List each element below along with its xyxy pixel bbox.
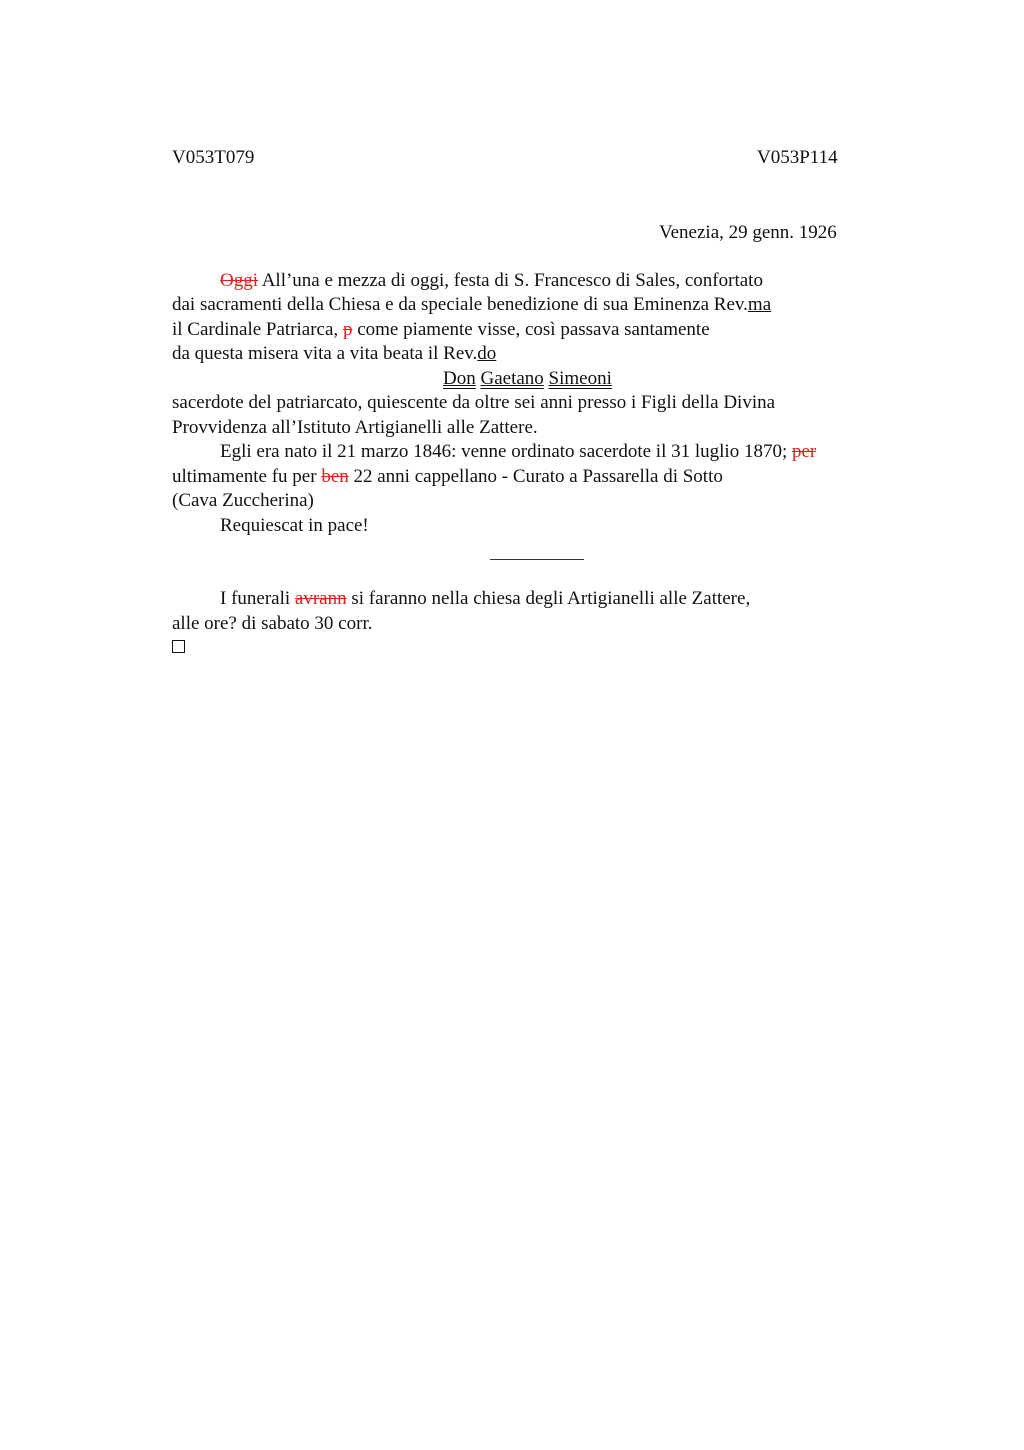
text-span: 22 anni cappellano - Curato a Passarella di Sotto	[348, 466, 723, 487]
text-span: I funerali	[220, 588, 295, 609]
text-span: dai sacramenti della Chiesa e da speciale benedizione di sua Eminenza Rev.	[172, 294, 748, 315]
paragraph-1-line-3	[172, 318, 710, 342]
deleted-word: Oggi	[220, 270, 258, 291]
deleted-word: ben	[321, 466, 349, 487]
name-first: Don	[443, 368, 476, 389]
paragraph-1-line-2	[172, 293, 771, 317]
deleted-word: p	[342, 319, 353, 340]
abbrev-superscript: do	[477, 343, 497, 364]
paragraph-1-line-4	[172, 342, 496, 366]
text-span: Egli era nato il 21 marzo 1846: venne ordinato sacerdote il 31 luglio 1870;	[220, 441, 792, 462]
paragraph-1-line-1	[220, 269, 763, 293]
text-span: All’una e mezza di oggi, festa di S. Francesco di Sales, confortato	[258, 270, 763, 291]
paragraph-3-line-2	[172, 465, 723, 489]
dateline: Venezia, 29 genn. 1926	[659, 222, 837, 243]
deceased-name	[443, 367, 612, 391]
header-left-code: V053T079	[172, 147, 255, 168]
paragraph-4-line-2: alle ore? di sabato 30 corr.	[172, 613, 373, 634]
paragraph-4-line-1	[220, 587, 750, 611]
paragraph-3-line-1	[220, 440, 816, 464]
paragraph-2-line-1: sacerdote del patriarcato, quiescente da oltre sei anni presso i Figli della Divina	[172, 392, 776, 413]
text-span: si faranno nella chiesa degli Artigianelli alle Zattere,	[346, 588, 751, 609]
end-marker-box	[172, 640, 185, 653]
closing-line: Requiescat in pace!	[220, 515, 369, 536]
text-span: da questa misera vita a vita beata il Rev.	[172, 343, 478, 364]
text-span: come piamente visse, così passava santamente	[352, 319, 710, 340]
abbrev-superscript: ma	[747, 294, 772, 315]
header-right-code: V053P114	[757, 147, 838, 168]
deleted-word: avrann	[294, 588, 347, 609]
text-span: il Cardinale Patriarca,	[172, 319, 343, 340]
paragraph-3-line-3: (Cava Zuccherina)	[172, 490, 314, 511]
name-last: Simeoni	[548, 368, 612, 389]
deleted-word: per	[791, 441, 817, 462]
paragraph-2-line-2: Provvidenza all’Istituto Artigianelli alle Zattere.	[172, 417, 538, 438]
text-span: ultimamente fu per	[172, 466, 322, 487]
separator-line	[490, 559, 584, 560]
name-middle: Gaetano	[480, 368, 544, 389]
